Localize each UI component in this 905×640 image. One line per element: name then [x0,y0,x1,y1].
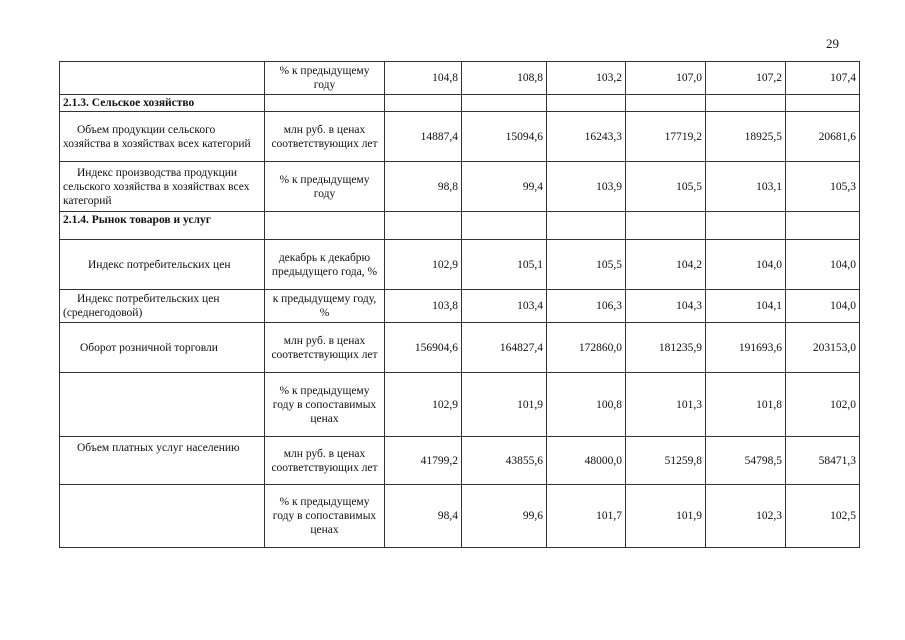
value-cell: 102,3 [706,485,786,548]
unit-cell: декабрь к декабрю предыдущего года, % [265,240,385,290]
indicator-name: Объем платных услуг населению [60,437,265,485]
value-cell: 105,1 [462,240,547,290]
table-row [60,62,860,95]
empty-cell [706,212,786,240]
unit-cell: млн руб. в ценах соответствующих лет [265,112,385,162]
value-cell: 107,2 [706,62,786,95]
value-cell: 101,8 [706,373,786,437]
value-cell: 108,8 [462,62,547,95]
value-cell: 103,2 [547,62,626,95]
empty-cell [385,212,462,240]
value-cell: 103,4 [462,290,547,323]
value-cell: 54798,5 [706,437,786,485]
value-cell: 41799,2 [385,437,462,485]
value-cell: 172860,0 [547,323,626,373]
unit-cell: к предыдущему году, % [265,290,385,323]
value-cell: 99,4 [462,162,547,212]
value-cell: 20681,6 [786,112,860,162]
unit-cell: % к предыдущему году в сопоставимых ценах [265,485,385,548]
value-cell: 48000,0 [547,437,626,485]
empty-cell [547,95,626,112]
value-cell: 164827,4 [462,323,547,373]
unit-cell: % к предыдущему году в сопоставимых ценах [265,373,385,437]
value-cell: 105,5 [626,162,706,212]
section-title: 2.1.3. Сельское хозяйство [60,95,265,112]
unit-cell: млн руб. в ценах соответствующих лет [265,323,385,373]
empty-cell [706,95,786,112]
value-cell: 107,4 [786,62,860,95]
value-cell: 17719,2 [626,112,706,162]
value-cell: 203153,0 [786,323,860,373]
value-cell: 51259,8 [626,437,706,485]
value-cell: 100,8 [547,373,626,437]
value-cell: 104,0 [786,290,860,323]
value-cell: 99,6 [462,485,547,548]
value-cell: 15094,6 [462,112,547,162]
section-row [60,95,860,112]
section-title: 2.1.4. Рынок товаров и услуг [60,212,265,240]
empty-cell [462,212,547,240]
value-cell: 98,8 [385,162,462,212]
table-row [60,485,860,548]
value-cell: 102,0 [786,373,860,437]
indicator-name: Индекс производства продукции сельского хозяйства в хозяйствах всех категорий [60,162,265,212]
empty-cell [626,95,706,112]
value-cell: 105,5 [547,240,626,290]
value-cell: 105,3 [786,162,860,212]
empty-cell [547,212,626,240]
value-cell: 18925,5 [706,112,786,162]
empty-cell [385,95,462,112]
value-cell: 107,0 [626,62,706,95]
table-row [60,290,860,323]
value-cell: 103,1 [706,162,786,212]
table-row [60,323,860,373]
value-cell: 103,9 [547,162,626,212]
value-cell: 14887,4 [385,112,462,162]
indicator-name: Индекс потребительских цен [60,240,265,290]
value-cell: 101,3 [626,373,706,437]
table-row [60,373,860,437]
value-cell: 156904,6 [385,323,462,373]
value-cell: 104,1 [706,290,786,323]
unit-cell: % к предыдущему году [265,62,385,95]
empty-cell [786,212,860,240]
value-cell: 191693,6 [706,323,786,373]
value-cell: 98,4 [385,485,462,548]
value-cell: 101,9 [462,373,547,437]
indicator-name: Оборот розничной торговли [60,323,265,373]
table-row [60,437,860,485]
value-cell: 181235,9 [626,323,706,373]
empty-cell [265,95,385,112]
indicators-table [59,61,860,548]
value-cell: 102,5 [786,485,860,548]
table-row [60,112,860,162]
value-cell: 104,3 [626,290,706,323]
value-cell: 58471,3 [786,437,860,485]
value-cell: 102,9 [385,373,462,437]
indicator-name [60,373,265,437]
unit-cell: % к предыдущему году [265,162,385,212]
value-cell: 101,9 [626,485,706,548]
value-cell: 101,7 [547,485,626,548]
table-row [60,162,860,212]
empty-cell [265,212,385,240]
value-cell: 104,8 [385,62,462,95]
empty-cell [786,95,860,112]
empty-cell [626,212,706,240]
value-cell: 106,3 [547,290,626,323]
value-cell: 104,0 [706,240,786,290]
section-row [60,212,860,240]
indicator-name: Индекс потребительских цен (среднегодовой) [60,290,265,323]
value-cell: 43855,6 [462,437,547,485]
value-cell: 102,9 [385,240,462,290]
value-cell: 104,0 [786,240,860,290]
empty-cell [462,95,547,112]
table-row [60,240,860,290]
value-cell: 16243,3 [547,112,626,162]
value-cell: 103,8 [385,290,462,323]
unit-cell: млн руб. в ценах соответствующих лет [265,437,385,485]
indicator-name: Объем продукции сельского хозяйства в хозяйствах всех категорий [60,112,265,162]
indicator-name [60,62,265,95]
value-cell: 104,2 [626,240,706,290]
page-number: 29 [826,36,839,51]
indicator-name [60,485,265,548]
